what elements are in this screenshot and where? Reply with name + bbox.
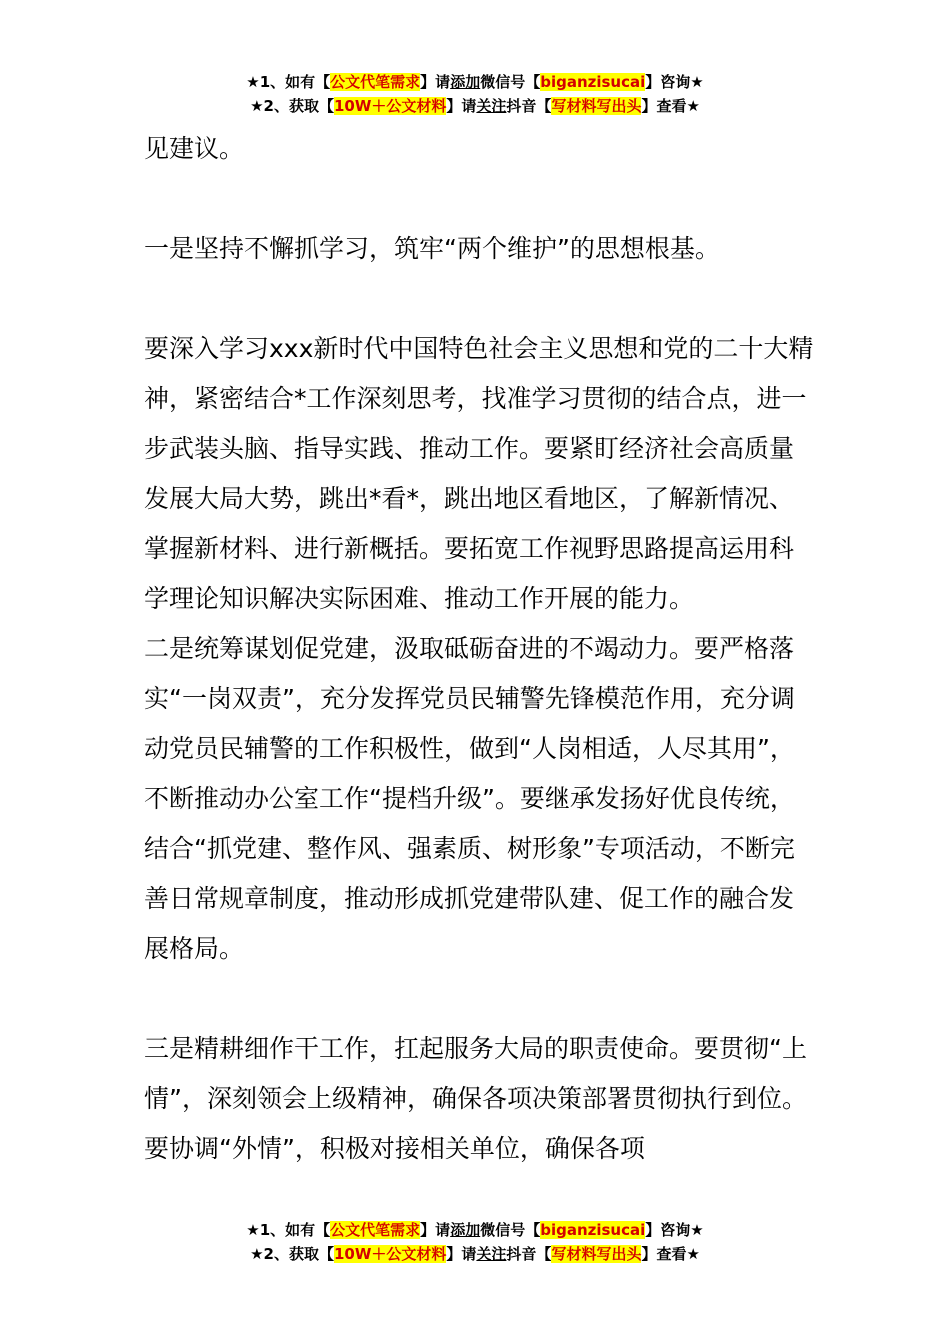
- highlight-text: 公文代笔需求: [330, 1221, 421, 1239]
- banner-text: 】请: [420, 1221, 451, 1239]
- highlight-text: 写材料写出头: [551, 1245, 642, 1263]
- paragraph-gap: [144, 274, 814, 324]
- paragraph: 见建议。: [144, 134, 245, 163]
- paragraph-gap: [144, 174, 814, 224]
- banner-line-1: [0, 70, 950, 94]
- paragraph: 要深入学习xxx新时代中国特色社会主义思想和党的二十大精神，紧密结合*工作深刻思考，找准学习贯彻的结合点，进一步武装头脑、指导实践、推动工作。要紧盯经济社会高质量发展大局大势，跳出*看*，跳出地区看地区，了解新情况、掌握新材料、进行新概括。要拓宽工作视野思路提高运用科学理论知识解决实际困难、推动工作开展的能力。: [144, 334, 814, 613]
- document-body: [144, 124, 814, 1174]
- banner-text: 】请: [420, 73, 451, 91]
- highlight-text: biganzisucai: [540, 1221, 646, 1239]
- banner-text: 】查看★: [641, 1245, 700, 1263]
- footer-banner: [0, 1218, 950, 1266]
- underlined-text: 添加: [450, 1221, 481, 1239]
- banner-text: 】请: [446, 97, 477, 115]
- banner-text: 微信号【: [480, 1221, 541, 1239]
- section-paragraph-3: 三是精耕细作干工作，扛起服务大局的职责使命。要贯彻“上情”，深刻领会上级精神，确保各项决策部署贯彻执行到位。要协调“外情”，积极对接相关单位，确保各项: [144, 1034, 807, 1163]
- highlight-text: 10W＋公文材料: [333, 1245, 447, 1263]
- banner-text: ★1、如有【: [246, 1221, 331, 1239]
- section-heading-1: 一是坚持不懈抓学习，筑牢“两个维护”的思想根基。: [144, 234, 720, 263]
- banner-text: ★2、获取【: [250, 1245, 334, 1263]
- banner-text: 】请: [446, 1245, 477, 1263]
- banner-text: 微信号【: [480, 73, 541, 91]
- banner-line-2: [0, 94, 950, 118]
- banner-text: 】咨询★: [645, 73, 704, 91]
- header-banner: [0, 70, 950, 118]
- banner-text: 抖音【: [506, 97, 552, 115]
- underlined-text: 关注: [476, 97, 507, 115]
- banner-text: ★2、获取【: [250, 97, 334, 115]
- banner-line-1: [0, 1218, 950, 1242]
- banner-text: 】咨询★: [645, 1221, 704, 1239]
- highlight-text: 公文代笔需求: [330, 73, 421, 91]
- highlight-text: 10W＋公文材料: [333, 97, 447, 115]
- section-paragraph-2: 二是统筹谋划促党建，汲取砥砺奋进的不竭动力。要严格落实“一岗双责”，充分发挥党员民辅警先锋模范作用，充分调动党员民辅警的工作积极性，做到“人岗相适，人尽其用”，不断推动办公室工作“提档升级”。要继承发扬好优良传统，结合“抓党建、整作风、强素质、树形象”专项活动，不断完善日常规章制度，推动形成抓党建带队建、促工作的融合发展格局。: [144, 634, 795, 963]
- paragraph-gap: [144, 974, 814, 1024]
- highlight-text: biganzisucai: [540, 73, 646, 91]
- underlined-text: 添加: [450, 73, 481, 91]
- highlight-text: 写材料写出头: [551, 97, 642, 115]
- underlined-text: 关注: [476, 1245, 507, 1263]
- banner-line-2: [0, 1242, 950, 1266]
- banner-text: 抖音【: [506, 1245, 552, 1263]
- banner-text: ★1、如有【: [246, 73, 331, 91]
- banner-text: 】查看★: [641, 97, 700, 115]
